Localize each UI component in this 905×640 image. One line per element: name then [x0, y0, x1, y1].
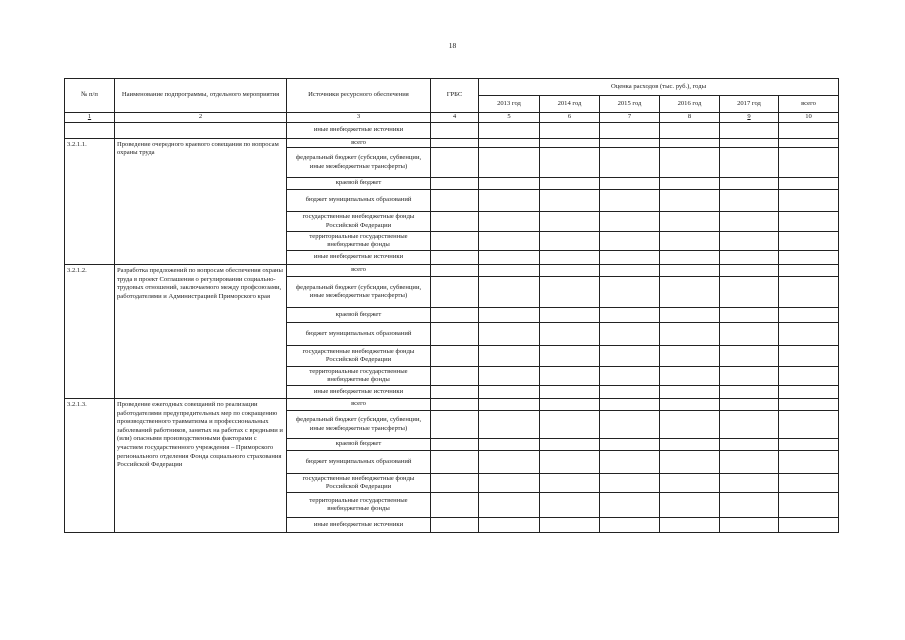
- amount-cell: [600, 439, 660, 451]
- column-number: 1: [65, 113, 115, 123]
- amount-cell: [720, 251, 779, 265]
- budget-table: [64, 78, 839, 533]
- amount-cell: [660, 308, 720, 323]
- amount-cell: [479, 346, 540, 367]
- amount-cell: [600, 232, 660, 251]
- amount-cell: [600, 399, 660, 411]
- amount-cell: [779, 493, 839, 518]
- amount-cell: [479, 232, 540, 251]
- amount-cell: [479, 148, 540, 178]
- amount-cell: [660, 439, 720, 451]
- amount-cell: [779, 277, 839, 308]
- amount-cell: [779, 367, 839, 386]
- col-header-grbs: ГРБС: [431, 79, 479, 113]
- amount-cell: [600, 386, 660, 399]
- source-label: бюджет муниципальных образований: [287, 451, 431, 474]
- amount-cell: [720, 367, 779, 386]
- amount-cell: [720, 399, 779, 411]
- amount-cell: [479, 323, 540, 346]
- amount-cell: [540, 251, 600, 265]
- grbs-cell: [431, 138, 479, 148]
- amount-cell: [540, 323, 600, 346]
- amount-cell: [660, 323, 720, 346]
- amount-cell: [720, 178, 779, 190]
- amount-cell: [600, 277, 660, 308]
- amount-cell: [779, 308, 839, 323]
- amount-cell: [540, 439, 600, 451]
- amount-cell: [600, 367, 660, 386]
- amount-cell: [540, 138, 600, 148]
- source-row: [65, 399, 839, 411]
- amount-cell: [540, 518, 600, 533]
- amount-cell: [779, 190, 839, 212]
- grbs-cell: [431, 474, 479, 493]
- amount-cell: [660, 367, 720, 386]
- item-name: Проведение ежегодных совещаний по реализации работодателями предупредительных мер по сокращению производственного травматизма и профессиональных заболеваний работников, занятых на работах с вредными и (или) опасными производственными факторами с участием государственного учреждения – Приморского регионального отделения Фонда социального страхования Российской Федерации: [115, 399, 287, 533]
- amount-cell: [540, 277, 600, 308]
- grbs-cell: [431, 265, 479, 277]
- source-label: бюджет муниципальных образований: [287, 323, 431, 346]
- amount-cell: [720, 265, 779, 277]
- amount-cell: [779, 232, 839, 251]
- amount-cell: [600, 178, 660, 190]
- amount-cell: [479, 518, 540, 533]
- source-label: государственные внебюджетные фонды Российской Федерации: [287, 474, 431, 493]
- amount-cell: [779, 518, 839, 533]
- amount-cell: [479, 386, 540, 399]
- column-number: 5: [479, 113, 540, 123]
- amount-cell: [479, 308, 540, 323]
- source-row: [65, 265, 839, 277]
- amount-cell: [779, 251, 839, 265]
- amount-cell: [600, 493, 660, 518]
- amount-cell: [479, 493, 540, 518]
- amount-cell: [479, 178, 540, 190]
- grbs-cell: [431, 277, 479, 308]
- amount-cell: [600, 451, 660, 474]
- source-label: государственные внебюджетные фонды Российской Федерации: [287, 212, 431, 232]
- source-label: территориальные государственные внебюджетные фонды: [287, 493, 431, 518]
- amount-cell: [540, 474, 600, 493]
- column-number: 10: [779, 113, 839, 123]
- amount-cell: [660, 399, 720, 411]
- source-label: краевой бюджет: [287, 439, 431, 451]
- grbs-cell: [431, 251, 479, 265]
- amount-cell: [660, 493, 720, 518]
- amount-cell: [540, 178, 600, 190]
- amount-cell: [600, 190, 660, 212]
- amount-cell: [540, 212, 600, 232]
- col-header-num: № п/п: [65, 79, 115, 113]
- source-label: территориальные государственные внебюджетные фонды: [287, 367, 431, 386]
- amount-cell: [720, 474, 779, 493]
- source-label: иные внебюджетные источники: [287, 251, 431, 265]
- amount-cell: [779, 399, 839, 411]
- amount-cell: [720, 386, 779, 399]
- amount-cell: [479, 367, 540, 386]
- column-number: 6: [540, 113, 600, 123]
- amount-cell: [720, 439, 779, 451]
- column-number: 2: [115, 113, 287, 123]
- amount-cell: [479, 251, 540, 265]
- column-number-row: [65, 113, 839, 123]
- amount-cell: [600, 138, 660, 148]
- item-code: 3.2.1.2.: [65, 265, 115, 399]
- amount-cell: [479, 474, 540, 493]
- source-label: всего: [287, 265, 431, 277]
- column-number: 8: [660, 113, 720, 123]
- grbs-cell: [431, 346, 479, 367]
- amount-cell: [660, 138, 720, 148]
- amount-cell: [660, 518, 720, 533]
- amount-cell: [479, 439, 540, 451]
- source-label: краевой бюджет: [287, 178, 431, 190]
- amount-cell: [540, 308, 600, 323]
- item-code: 3.2.1.3.: [65, 399, 115, 533]
- amount-cell: [779, 323, 839, 346]
- amount-cell: [779, 411, 839, 439]
- item-name: Разработка предложений по вопросам обеспечения охраны труда в проект Соглашения о регулировании социально-трудовых отношений, заключаемого между профсоюзами, работодателями и Администрацией Приморского края: [115, 265, 287, 399]
- amount-cell: [600, 323, 660, 346]
- amount-cell: [600, 212, 660, 232]
- source-row: [65, 138, 839, 148]
- source-label: иные внебюджетные источники: [287, 386, 431, 399]
- amount-cell: [779, 474, 839, 493]
- amount-cell: [660, 212, 720, 232]
- amount-cell: [779, 346, 839, 367]
- amount-cell: [720, 232, 779, 251]
- amount-cell: [540, 190, 600, 212]
- amount-cell: [720, 308, 779, 323]
- grbs-cell: [431, 386, 479, 399]
- amount-cell: [600, 346, 660, 367]
- amount-cell: [660, 277, 720, 308]
- grbs-cell: [431, 148, 479, 178]
- amount-cell: [540, 451, 600, 474]
- amount-cell: [779, 265, 839, 277]
- source-label: бюджет муниципальных образований: [287, 190, 431, 212]
- col-header-source: Источники ресурсного обеспечения: [287, 79, 431, 113]
- amount-cell: [600, 474, 660, 493]
- source-label: федеральный бюджет (субсидии, субвенции, иные межбюджетные трансферты): [287, 148, 431, 178]
- amount-cell: [779, 178, 839, 190]
- amount-cell: [660, 148, 720, 178]
- amount-cell: [600, 148, 660, 178]
- source-label: всего: [287, 138, 431, 148]
- column-number: 3: [287, 113, 431, 123]
- amount-cell: [600, 308, 660, 323]
- amount-cell: [660, 346, 720, 367]
- grbs-cell: [431, 212, 479, 232]
- amount-cell: [540, 265, 600, 277]
- source-label: краевой бюджет: [287, 308, 431, 323]
- source-label: федеральный бюджет (субсидии, субвенции, иные межбюджетные трансферты): [287, 277, 431, 308]
- continuation-row: [65, 122, 839, 138]
- amount-cell: [540, 399, 600, 411]
- grbs-cell: [431, 439, 479, 451]
- year-2014-header: 2014 год: [540, 96, 600, 113]
- column-number: 9: [720, 113, 779, 123]
- amount-cell: [660, 251, 720, 265]
- amount-cell: [660, 411, 720, 439]
- amount-cell: [720, 323, 779, 346]
- year-2015-header: 2015 год: [600, 96, 660, 113]
- amount-cell: [720, 518, 779, 533]
- amount-cell: [779, 386, 839, 399]
- amount-cell: [600, 251, 660, 265]
- amount-cell: [720, 138, 779, 148]
- grbs-cell: [431, 232, 479, 251]
- amount-cell: [720, 212, 779, 232]
- grbs-cell: [431, 178, 479, 190]
- amount-cell: [479, 277, 540, 308]
- grbs-cell: [431, 451, 479, 474]
- grbs-cell: [431, 190, 479, 212]
- column-number: 7: [600, 113, 660, 123]
- amount-cell: [779, 439, 839, 451]
- amount-cell: [600, 265, 660, 277]
- amount-cell: [720, 411, 779, 439]
- grbs-cell: [431, 367, 479, 386]
- amount-cell: [660, 232, 720, 251]
- amount-cell: [479, 190, 540, 212]
- total-header: всего: [779, 96, 839, 113]
- grbs-cell: [431, 518, 479, 533]
- item-code: 3.2.1.1.: [65, 138, 115, 265]
- amount-cell: [660, 386, 720, 399]
- page-number: 18: [448, 41, 457, 50]
- col-header-estimate: Оценка расходов (тыс. руб.), годы: [479, 79, 839, 96]
- year-2017-header: 2017 год: [720, 96, 779, 113]
- amount-cell: [540, 148, 600, 178]
- column-number: 4: [431, 113, 479, 123]
- amount-cell: [479, 212, 540, 232]
- amount-cell: [479, 265, 540, 277]
- source-label: территориальные государственные внебюджетные фонды: [287, 232, 431, 251]
- amount-cell: [660, 474, 720, 493]
- amount-cell: [660, 190, 720, 212]
- amount-cell: [720, 148, 779, 178]
- grbs-cell: [431, 411, 479, 439]
- amount-cell: [779, 138, 839, 148]
- amount-cell: [779, 148, 839, 178]
- source-label: всего: [287, 399, 431, 411]
- item-name: Проведение очередного краевого совещания по вопросам охраны труда: [115, 138, 287, 265]
- amount-cell: [720, 493, 779, 518]
- amount-cell: [540, 411, 600, 439]
- amount-cell: [720, 451, 779, 474]
- amount-cell: [779, 451, 839, 474]
- year-2013-header: 2013 год: [479, 96, 540, 113]
- year-2016-header: 2016 год: [660, 96, 720, 113]
- amount-cell: [479, 451, 540, 474]
- col-header-name: Наименование подпрограммы, отдельного мероприятия: [115, 79, 287, 113]
- amount-cell: [660, 265, 720, 277]
- amount-cell: [540, 367, 600, 386]
- amount-cell: [600, 411, 660, 439]
- amount-cell: [540, 386, 600, 399]
- amount-cell: [660, 451, 720, 474]
- amount-cell: [540, 232, 600, 251]
- amount-cell: [479, 411, 540, 439]
- amount-cell: [720, 277, 779, 308]
- amount-cell: [720, 346, 779, 367]
- amount-cell: [540, 493, 600, 518]
- amount-cell: [479, 399, 540, 411]
- amount-cell: [779, 212, 839, 232]
- amount-cell: [540, 346, 600, 367]
- grbs-cell: [431, 323, 479, 346]
- amount-cell: [479, 138, 540, 148]
- amount-cell: [660, 178, 720, 190]
- grbs-cell: [431, 399, 479, 411]
- source-label: иные внебюджетные источники: [287, 518, 431, 533]
- amount-cell: [600, 518, 660, 533]
- grbs-cell: [431, 308, 479, 323]
- amount-cell: [720, 190, 779, 212]
- source-label: иные внебюджетные источники: [287, 122, 431, 138]
- source-label: федеральный бюджет (субсидии, субвенции, иные межбюджетные трансферты): [287, 411, 431, 439]
- grbs-cell: [431, 493, 479, 518]
- source-label: государственные внебюджетные фонды Российской Федерации: [287, 346, 431, 367]
